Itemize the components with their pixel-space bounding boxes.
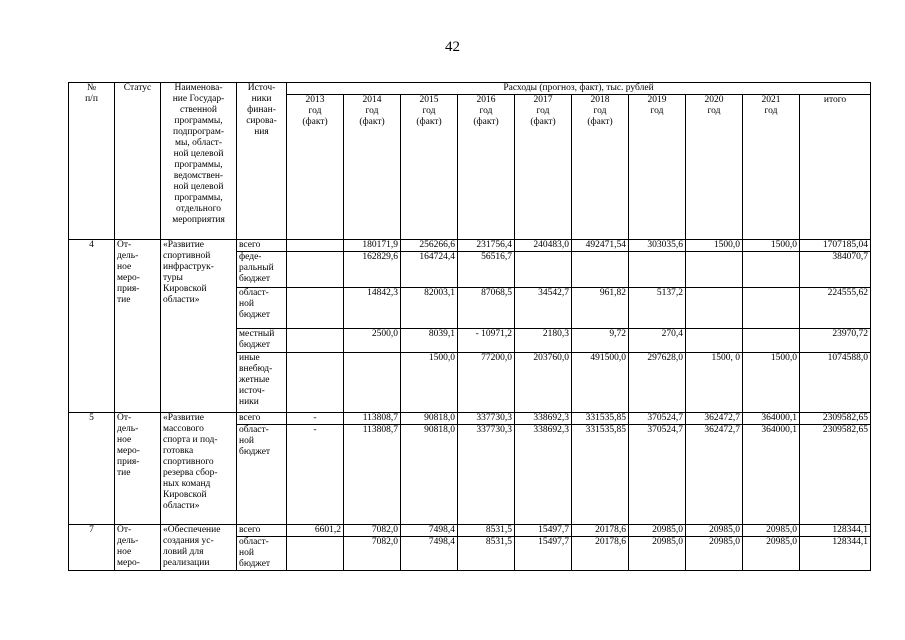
value-cell: 338692,3	[515, 413, 572, 425]
value-cell: 9,72	[572, 329, 629, 353]
value-cell: 90818,0	[401, 425, 458, 525]
value-cell: 82003,1	[401, 288, 458, 329]
value-cell: 364000,1	[743, 425, 800, 525]
value-cell: 362472,7	[686, 413, 743, 425]
row-funding-source: феде- ральный бюджет	[237, 252, 287, 288]
header-year-2: 2015 год (факт)	[401, 95, 458, 240]
value-cell: 8531,5	[458, 537, 515, 571]
value-cell: 6601,2	[287, 525, 344, 537]
header-col-name: Наименова- ние Государ- ственной программы, подпрограм- мы, област- ной целевой программы, ведомствен- ной целевой программы, отдельного мероприятия	[161, 83, 237, 240]
value-cell: 8039,1	[401, 329, 458, 353]
value-cell: 2180,3	[515, 329, 572, 353]
header-col-status: Статус	[115, 83, 161, 240]
value-cell	[287, 353, 344, 413]
value-cell: 15497,7	[515, 537, 572, 571]
row-number: 7	[69, 525, 115, 571]
row-status: От- дель- ное меро- прия- тие	[115, 240, 161, 413]
value-cell	[686, 252, 743, 288]
value-cell: 20985,0	[686, 537, 743, 571]
header-col-source: Источ- ники финан- сирова- ния	[237, 83, 287, 240]
value-cell: 162829,6	[344, 252, 401, 288]
row-program-name: «Развитие спортивной инфраструк- туры Кировской области»	[161, 240, 237, 413]
value-cell	[287, 240, 344, 252]
value-cell: 113808,7	[344, 425, 401, 525]
value-cell	[743, 288, 800, 329]
value-cell: 20985,0	[629, 537, 686, 571]
value-cell: 7082,0	[344, 525, 401, 537]
header-col-no: № п/п	[69, 83, 115, 240]
value-cell: 20985,0	[686, 525, 743, 537]
value-cell: - 10971,2	[458, 329, 515, 353]
header-year-0: 2013 год (факт)	[287, 95, 344, 240]
value-cell: 331535,85	[572, 413, 629, 425]
value-cell: 338692,3	[515, 425, 572, 525]
header-year-5: 2018 год (факт)	[572, 95, 629, 240]
value-cell: 1500,0	[743, 240, 800, 252]
header-year-3: 2016 год (факт)	[458, 95, 515, 240]
value-cell	[287, 288, 344, 329]
value-cell: 240483,0	[515, 240, 572, 252]
value-cell: 270,4	[629, 329, 686, 353]
value-cell: 337730,3	[458, 425, 515, 525]
row-funding-source: всего	[237, 240, 287, 252]
row-funding-source: област- ной бюджет	[237, 537, 287, 571]
value-cell: 303035,6	[629, 240, 686, 252]
header-year-1: 2014 год (факт)	[344, 95, 401, 240]
value-cell: 1500,0	[686, 240, 743, 252]
value-cell: 297628,0	[629, 353, 686, 413]
value-cell: 8531,5	[458, 525, 515, 537]
value-cell: 180171,9	[344, 240, 401, 252]
row-status: От- дель- ное меро-	[115, 525, 161, 571]
value-cell: 128344,1	[800, 525, 871, 537]
value-cell: -	[287, 413, 344, 425]
value-cell: 14842,3	[344, 288, 401, 329]
value-cell: 370524,7	[629, 413, 686, 425]
value-cell	[344, 353, 401, 413]
row-status: От- дель- ное меро- прия- тие	[115, 413, 161, 525]
value-cell: 20985,0	[629, 525, 686, 537]
header-year-6: 2019 год	[629, 95, 686, 240]
value-cell: -	[287, 425, 344, 525]
value-cell: 7082,0	[344, 537, 401, 571]
table-row	[69, 525, 871, 537]
value-cell: 364000,1	[743, 413, 800, 425]
value-cell: 2309582,65	[800, 413, 871, 425]
value-cell: 20985,0	[743, 525, 800, 537]
row-funding-source: всего	[237, 413, 287, 425]
value-cell: 164724,4	[401, 252, 458, 288]
header-year-9: итого	[800, 95, 871, 240]
value-cell: 90818,0	[401, 413, 458, 425]
value-cell: 15497,7	[515, 525, 572, 537]
value-cell: 231756,4	[458, 240, 515, 252]
value-cell: 56516,7	[458, 252, 515, 288]
table-row	[69, 240, 871, 252]
value-cell: 77200,0	[458, 353, 515, 413]
row-funding-source: иные внебюд- жетные источ- ники	[237, 353, 287, 413]
value-cell: 384070,7	[800, 252, 871, 288]
value-cell: 961,82	[572, 288, 629, 329]
value-cell: 87068,5	[458, 288, 515, 329]
value-cell: 256266,6	[401, 240, 458, 252]
value-cell: 128344,1	[800, 537, 871, 571]
value-cell: 1707185,04	[800, 240, 871, 252]
row-funding-source: област- ной бюджет	[237, 425, 287, 525]
row-program-name: «Развитие массового спорта и под- готовка спортивного резерва сбор- ных команд Кировской области»	[161, 413, 237, 525]
budget-table	[68, 82, 871, 571]
value-cell	[743, 329, 800, 353]
value-cell: 20178,6	[572, 537, 629, 571]
value-cell: 20985,0	[743, 537, 800, 571]
value-cell: 331535,85	[572, 425, 629, 525]
page-number: 42	[445, 39, 460, 55]
row-funding-source: всего	[237, 525, 287, 537]
value-cell: 491500,0	[572, 353, 629, 413]
value-cell: 224555,62	[800, 288, 871, 329]
value-cell	[686, 288, 743, 329]
value-cell	[287, 537, 344, 571]
value-cell	[572, 252, 629, 288]
value-cell: 23970,72	[800, 329, 871, 353]
value-cell: 1500, 0	[686, 353, 743, 413]
value-cell: 2500,0	[344, 329, 401, 353]
row-number: 5	[69, 413, 115, 525]
table-row	[69, 413, 871, 425]
value-cell: 5137,2	[629, 288, 686, 329]
value-cell: 7498,4	[401, 537, 458, 571]
value-cell: 1500,0	[743, 353, 800, 413]
row-number: 4	[69, 240, 115, 413]
value-cell	[743, 252, 800, 288]
value-cell: 1074588,0	[800, 353, 871, 413]
row-funding-source: област- ной бюджет	[237, 288, 287, 329]
value-cell: 113808,7	[344, 413, 401, 425]
value-cell	[686, 329, 743, 353]
value-cell: 492471,54	[572, 240, 629, 252]
header-year-4: 2017 год (факт)	[515, 95, 572, 240]
value-cell: 2309582,65	[800, 425, 871, 525]
value-cell: 362472,7	[686, 425, 743, 525]
value-cell	[287, 252, 344, 288]
row-program-name: «Обеспечение создания ус- ловий для реализации	[161, 525, 237, 571]
value-cell	[515, 252, 572, 288]
value-cell	[287, 329, 344, 353]
value-cell: 20178,6	[572, 525, 629, 537]
value-cell: 370524,7	[629, 425, 686, 525]
value-cell: 203760,0	[515, 353, 572, 413]
value-cell: 1500,0	[401, 353, 458, 413]
header-expenses-title: Расходы (прогноз, факт), тыс. рублей	[287, 83, 871, 95]
value-cell: 7498,4	[401, 525, 458, 537]
row-funding-source: местный бюджет	[237, 329, 287, 353]
value-cell	[629, 252, 686, 288]
header-year-8: 2021 год	[743, 95, 800, 240]
value-cell: 34542,7	[515, 288, 572, 329]
header-year-7: 2020 год	[686, 95, 743, 240]
value-cell: 337730,3	[458, 413, 515, 425]
header-row-top	[69, 83, 871, 95]
